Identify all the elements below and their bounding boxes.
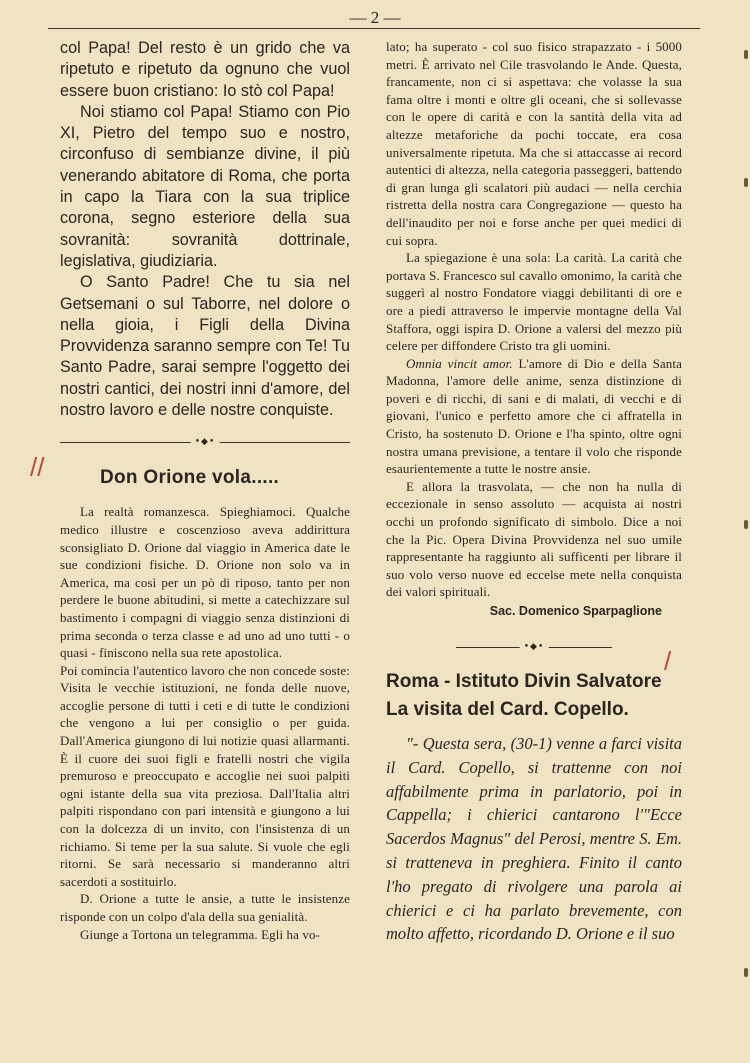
handwritten-mark: / [664, 646, 672, 676]
article-paragraph: La spiegazione è una sola: La carità. La carità che portava S. Francesco sul cavallo omonimo, la carità che suggerì al nostro Fondatore viaggi debilitanti di ore e ore a piedi attraverso le impervie montagne della Val Staffora, oggi ispira D. Orione a valersi del mezzo più celere per diffondere Cristo tra gli uomini. [386, 250, 682, 354]
paragraph-pio-xi: Noi stiamo col Papa! Stiamo con Pio XI, Pietro del tempo suo e nostro, circonfuso di sembianze divine, il più venerando abitatore di Roma, che porta in capo la Tiara con la sua triplice corona, segno esteriore della sua sovranità: sovranità dottrinale, legislativa, giudiziaria. [60, 102, 350, 270]
paragraph-santo-padre: O Santo Padre! Che tu sia nel Getsemani o sul Taborre, nel dolore o nella gioia, i Figli della Divina Provvidenza saranno sempre con Te! Tu Santo Padre, sarai sempre l'oggetto dei nostri cantici, dei nostri inni d'amore, del nostro lavoro e delle nostre conquiste. [60, 273, 350, 420]
article-paragraph-omnia: Omnia vincit amor. L'amore di Dio e della Santa Madonna, l'amore delle anime, senza distinzione di poveri e di ricchi, di sani e di malati, di vecchi e di giovani, l'unico e perfetto amore che ci affratella in Cristo, ha sostenuto D. Orione e l'ha spinto, oltre ogni nostra umana previsione, a tentare il volo che risponde esaurientemente a tutte le nostre ansie. [386, 355, 682, 477]
handwritten-mark: // [30, 452, 45, 482]
section-title-roma: Roma - Istituto Divin Salvatore [386, 671, 662, 692]
article-paragraph: Giunge a Tortona un telegramma. Egli ha vo- [80, 926, 320, 942]
article-paragraph: Poi comincia l'autentico lavoro che non concede soste: Visita le vecchie istituzioni, ne fonda delle nuove, accoglie persone di tutti i ceti e di tutte le condizioni che vengono a lui per consiglio o per guida. Dall'America giungono di lui notizie quasi allarmanti. È il cuore dei suoi figli e fratelli nostri che vigila premuroso e preoccupato e accoglie nei suoi palpiti ogni istante della sua vita preziosa. Dall'Italia altri palpiti rispondano con pari intensità e giungono a lui con la dolcezza di un invito, con l'insistenza di un richiamo. Si teme per la sua salute. Si vuole che egli ritorni. Se sarà necessario si manderanno altri sacerdoti a sostituirlo. [60, 662, 350, 889]
binding-hole [744, 50, 748, 59]
article-title-don-orione: Don Orione vola..... [100, 467, 280, 489]
article-paragraph: lato; ha superato - col suo fisico strapazzato - i 5000 metri. È arrivato nel Cile trasvolando le Ande. Questa, francamente, non ci si aspettava: che volasse la sua fama oltre i monti e oltre gli oceani, che si sollevasse con le opere di carità e con la santità della vita ad altezze metaforiche da pochi toccate, era cosa universalmente ripetuta. Ma che si attaccasse ai record autentici di altezza, nella categoria passeggeri, battendo di gran lunga gli scalatori più audaci — nella cerchia ristretta della nostra cara Congregazione — questo ha dell'inaudito per noi e forse anche per quei medici di cui sopra. [386, 39, 682, 248]
section-separator: •◆• [456, 640, 612, 654]
section-separator: •◆• [60, 435, 350, 449]
italic-article-text: "- Questa sera, (30-1) venne a farci visita il Card. Copello, si trattenne con noi affabilmente prima in parlatorio, poi in Cappella; i chierici cantarono l'"Ecce Sacerdos Magnus" del Perosi, mentre S. Em. si tratteneva in preghiera. Finito il canto l'ho pregato di rivolgere una parola ai chierici e ci ha parlato brevemente, con molto affetto, ricordando D. Orione e il suo [386, 734, 682, 944]
right-column [386, 38, 682, 946]
left-column [60, 38, 350, 943]
article-paragraph: La realtà romanzesca. Spieghiamoci. Qualche medico illustre e coscenzioso aveva addirittura sconsigliato D. Orione dal viaggio in America date le sue condizioni fisiche. D. Orione non solo va in America, ma così per un pò di riposo, tanto per non perdere le buone abitudini, si mette a catechizzare sul bastimento i compagni di viaggio senza distinzioni di prima seconda o terza classe e ad uno ad uno tutti - o quasi - finiscono nella sua rete apostolica. [60, 504, 350, 661]
binding-hole [744, 178, 748, 187]
article-paragraph: E allora la trasvolata, — che non ha nulla di eccezionale in senso assoluto — acquista ai nostri occhi un profondo significato di simbolo. Dice a noi che la Pic. Opera Divina Provvidenza nel suo umile rappresentante ha raggiunto ali sufficenti per librare il suo volo verso nuove ed eccelse mete nella conquista dei valori spirituali. [386, 478, 682, 600]
binding-hole [744, 968, 748, 977]
paragraph-continuation: col Papa! Del resto è un grido che va ripetuto e ripetuto da ognuno che vuol essere buon cristiano: Io stò col Papa! [60, 39, 350, 100]
author-signature: Sac. Domenico Sparpaglione [489, 604, 662, 618]
header-rule [48, 28, 700, 29]
article-paragraph: D. Orione a tutte le ansie, a tutte le insistenze risponde con un colpo d'ala della sua genialità. [60, 891, 350, 924]
binding-hole [744, 520, 748, 529]
section-title-card-copello: La visita del Card. Copello. [386, 699, 629, 720]
page-number: — 2 — [349, 8, 401, 27]
omnia-vincit-amor: Omnia vincit amor. [406, 355, 513, 371]
